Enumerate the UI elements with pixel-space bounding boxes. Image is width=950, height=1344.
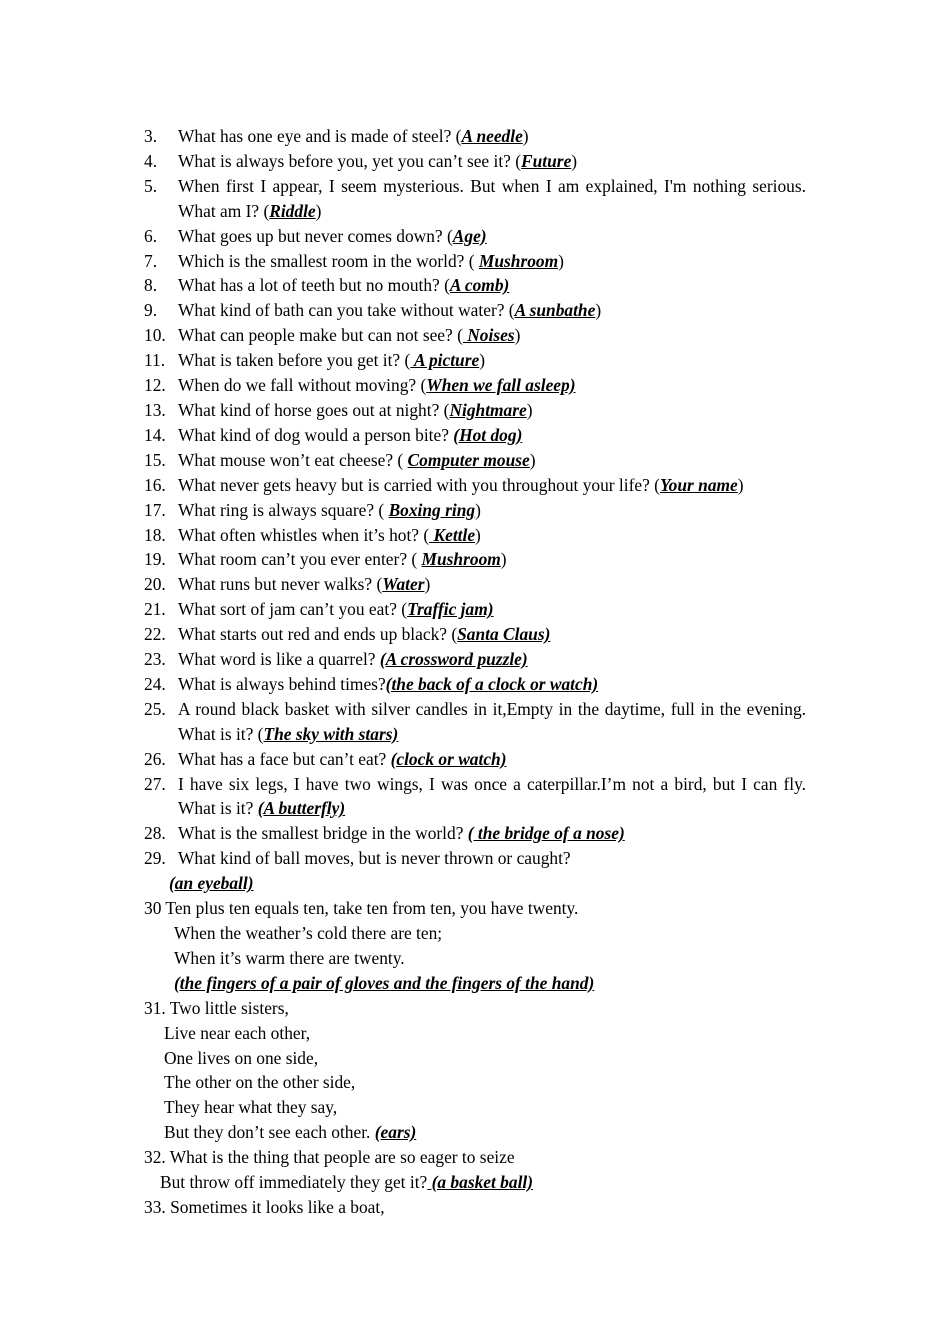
- riddle-closing: ): [475, 524, 481, 545]
- riddle-text: [178, 224, 806, 249]
- riddle-item: [144, 149, 806, 174]
- riddle-question: What kind of dog would a person bite?: [178, 424, 454, 445]
- riddle-item: [144, 672, 806, 697]
- riddle-number: 16.: [144, 474, 166, 495]
- riddle-text: [178, 124, 806, 149]
- riddle-item: [144, 423, 806, 448]
- riddle-31-line: 31. Two little sisters,: [144, 997, 289, 1018]
- riddle-number: 15.: [144, 449, 166, 470]
- riddle-32-answer: (a basket ball): [427, 1172, 534, 1193]
- riddle-text: [178, 647, 806, 672]
- riddle-number: 17.: [144, 499, 166, 520]
- riddle-answer: Age): [452, 225, 487, 246]
- riddle-item: [144, 772, 811, 822]
- riddle-number: 11.: [144, 350, 166, 371]
- riddle-30: [144, 896, 806, 996]
- riddle-number: 26.: [144, 748, 166, 769]
- riddle-answer: Your name: [659, 474, 738, 495]
- riddle-number: 3.: [144, 126, 158, 146]
- riddle-number: 20.: [144, 574, 166, 595]
- riddle-item: [144, 747, 806, 772]
- riddle-33-line: 33. Sometimes it looks like a boat,: [144, 1196, 385, 1217]
- riddle-question: What is always before you, yet you can’t see it? (: [178, 150, 522, 171]
- riddle-question: What has a lot of teeth but no mouth? (: [178, 275, 450, 296]
- riddle-closing: ): [529, 449, 536, 470]
- riddle-text: [178, 772, 811, 822]
- riddle-answer: (Hot dog): [453, 424, 523, 445]
- riddle-number: 18.: [144, 524, 166, 545]
- document-body: [144, 124, 811, 1220]
- riddle-text: [178, 523, 806, 548]
- riddle-29-answer: (an eyeball): [169, 873, 254, 894]
- riddle-answer: ( the bridge of a nose): [467, 823, 625, 844]
- riddle-text: [178, 821, 806, 846]
- riddle-item: [144, 273, 806, 298]
- riddle-text: [178, 348, 806, 373]
- riddle-item: [144, 821, 806, 846]
- riddle-answer: A comb): [449, 275, 510, 296]
- riddle-text: [178, 149, 806, 174]
- riddle-text: [178, 448, 806, 473]
- riddle-question: What runs but never walks? (: [178, 574, 383, 595]
- riddle-question: What room can’t you ever enter? (: [178, 549, 422, 570]
- riddle-30-line: When the weather’s cold there are ten;: [174, 923, 443, 943]
- riddle-question: What mouse won’t eat cheese? (: [178, 449, 408, 470]
- riddle-number: 25.: [144, 698, 166, 719]
- riddle-item: [144, 846, 806, 871]
- riddle-question: A round black basket with silver candles in it,Empty in the daytime, full in the evening. What is it? (: [178, 698, 811, 744]
- riddle-item: [144, 348, 806, 373]
- riddle-question: What sort of jam can’t you eat? (: [178, 599, 408, 620]
- riddle-item: [144, 498, 806, 523]
- riddle-31-line: But they don’t see each other.: [164, 1122, 375, 1143]
- riddle-closing: ): [558, 250, 564, 271]
- riddle-number: 6.: [144, 225, 158, 246]
- riddle-number: 12.: [144, 375, 166, 396]
- riddle-answer: Riddle: [269, 200, 316, 221]
- riddle-question: What often whistles when it’s hot? (: [178, 524, 430, 545]
- riddle-answer: The sky with stars): [263, 723, 399, 744]
- riddle-answer: Traffic jam): [407, 599, 494, 620]
- riddle-answer: Noises: [462, 325, 515, 346]
- riddle-32-line: But throw off immediately they get it?: [160, 1172, 428, 1193]
- riddle-question: What kind of horse goes out at night? (: [178, 399, 450, 420]
- riddle-answer: (A butterfly): [257, 798, 346, 819]
- riddle-answer: A sunbathe: [514, 300, 596, 321]
- riddle-question: What has a face but can’t eat?: [178, 748, 391, 769]
- riddle-text: [178, 572, 806, 597]
- riddle-text: [178, 846, 806, 871]
- riddle-closing: ): [475, 499, 481, 520]
- riddle-32: [144, 1145, 806, 1195]
- riddle-closing: ): [571, 150, 578, 171]
- riddle-number: 10.: [144, 325, 166, 346]
- riddle-text: [178, 323, 806, 348]
- riddle-item: [144, 523, 806, 548]
- riddle-question: What has one eye and is made of steel? (: [178, 126, 462, 146]
- riddle-31-answer: (ears): [374, 1122, 417, 1143]
- riddle-item: [144, 298, 806, 323]
- riddle-item: [144, 249, 806, 274]
- riddle-text: [178, 174, 811, 224]
- riddle-question: When do we fall without moving? (: [178, 375, 427, 396]
- riddle-item: [144, 547, 806, 572]
- riddle-question: What is taken before you get it? (: [178, 350, 411, 371]
- riddle-item: [144, 448, 806, 473]
- riddle-list: [144, 124, 811, 871]
- riddle-question: What ring is always square? (: [178, 499, 389, 520]
- riddle-item: [144, 572, 806, 597]
- riddle-number: 9.: [144, 300, 158, 321]
- riddle-number: 29.: [144, 848, 166, 869]
- riddle-answer: Nightmare: [449, 399, 527, 420]
- riddle-text: [178, 747, 806, 772]
- riddle-closing: ): [737, 474, 744, 495]
- riddle-31-line: They hear what they say,: [164, 1097, 338, 1118]
- riddle-closing: ): [479, 350, 486, 371]
- riddle-question: When first I appear, I seem mysterious. But when I am explained, I'm nothing serious. What am I? (: [178, 175, 811, 221]
- riddle-30-line: 30 Ten plus ten equals ten, take ten from ten, you have twenty.: [144, 898, 579, 919]
- riddle-number: 21.: [144, 599, 166, 620]
- riddle-item: [144, 398, 806, 423]
- riddle-answer: A picture: [410, 350, 480, 371]
- riddle-item: [144, 124, 806, 149]
- riddle-item: [144, 622, 806, 647]
- riddle-text: [178, 398, 806, 423]
- riddle-item: [144, 597, 806, 622]
- riddle-text: [178, 697, 811, 747]
- riddle-number: 4.: [144, 150, 158, 171]
- riddle-number: 19.: [144, 549, 166, 570]
- riddle-question: Which is the smallest room in the world? (: [178, 250, 479, 271]
- riddle-31: [144, 996, 806, 1145]
- riddle-answer: (the back of a clock or watch): [385, 673, 599, 694]
- riddle-answer: (clock or watch): [390, 748, 507, 769]
- riddle-answer: Mushroom: [478, 250, 559, 271]
- riddle-number: 13.: [144, 399, 166, 420]
- riddle-number: 27.: [144, 773, 166, 794]
- riddle-number: 8.: [144, 275, 158, 296]
- riddle-question: What goes up but never comes down? (: [178, 225, 453, 246]
- riddle-item: [144, 647, 806, 672]
- riddle-answer: Computer mouse: [407, 449, 530, 470]
- riddle-answer: (A crossword puzzle): [379, 649, 528, 670]
- riddle-text: [178, 473, 806, 498]
- riddle-answer: A needle: [461, 126, 523, 146]
- riddle-item: [144, 373, 806, 398]
- riddle-text: [178, 423, 806, 448]
- riddle-text: [178, 498, 806, 523]
- riddle-closing: ): [315, 200, 322, 221]
- riddle-question: What never gets heavy but is carried with you throughout your life? (: [178, 474, 660, 495]
- riddle-text: [178, 373, 806, 398]
- riddle-item: [144, 473, 806, 498]
- riddle-answer: Kettle: [429, 524, 476, 545]
- riddle-answer: Mushroom: [421, 549, 501, 570]
- riddle-31-line: The other on the other side,: [164, 1072, 356, 1093]
- riddle-text: [178, 547, 806, 572]
- riddle-text: [178, 273, 806, 298]
- riddle-question: What can people make but can not see? (: [178, 325, 463, 346]
- riddle-closing: ): [522, 126, 529, 146]
- riddle-closing: ): [595, 300, 602, 321]
- riddle-answer: When we fall asleep): [426, 375, 576, 396]
- riddle-text: [178, 672, 806, 697]
- riddle-33: [144, 1195, 806, 1220]
- riddle-31-line: Live near each other,: [164, 1022, 311, 1043]
- riddle-text: [178, 622, 806, 647]
- riddle-question: I have six legs, I have two wings, I was once a caterpillar.I’m not a bird, but I can fly. What is it?: [178, 773, 811, 819]
- riddle-item: [144, 697, 811, 747]
- riddle-number: 22.: [144, 624, 166, 645]
- riddle-item: [144, 323, 806, 348]
- riddle-text: [178, 298, 806, 323]
- riddle-answer: Boxing ring: [388, 499, 476, 520]
- riddle-question: What word is like a quarrel?: [178, 649, 380, 670]
- riddle-closing: ): [500, 549, 507, 570]
- riddle-number: 24.: [144, 673, 166, 694]
- riddle-item: [144, 174, 811, 224]
- riddle-answer: Future: [521, 150, 572, 171]
- riddle-text: [178, 249, 806, 274]
- riddle-closing: ): [424, 574, 431, 595]
- riddle-number: 7.: [144, 250, 158, 271]
- riddle-number: 28.: [144, 823, 166, 844]
- riddle-closing: ): [514, 325, 521, 346]
- riddle-30-answer: (the fingers of a pair of gloves and the fingers of the hand): [174, 972, 595, 993]
- riddle-question: What kind of ball moves, but is never thrown or caught?: [178, 848, 571, 869]
- riddle-question: What kind of bath can you take without water? (: [178, 300, 515, 321]
- riddle-number: 14.: [144, 424, 166, 445]
- riddle-question: What is the smallest bridge in the world?: [178, 823, 468, 844]
- riddle-31-line: One lives on one side,: [164, 1047, 319, 1068]
- riddle-question: What starts out red and ends up black? (: [178, 624, 458, 645]
- riddle-closing: ): [526, 399, 533, 420]
- riddle-number: 23.: [144, 649, 166, 670]
- riddle-number: 5.: [144, 175, 158, 196]
- riddle-text: [178, 597, 806, 622]
- riddle-answer: Water: [382, 574, 425, 595]
- riddle-answer: Santa Claus): [457, 624, 551, 645]
- riddle-30-line: When it’s warm there are twenty.: [174, 947, 405, 968]
- riddle-question: What is always behind times?: [178, 673, 386, 694]
- riddle-32-line: 32. What is the thing that people are so eager to seize: [144, 1147, 515, 1168]
- riddle-item: [144, 224, 806, 249]
